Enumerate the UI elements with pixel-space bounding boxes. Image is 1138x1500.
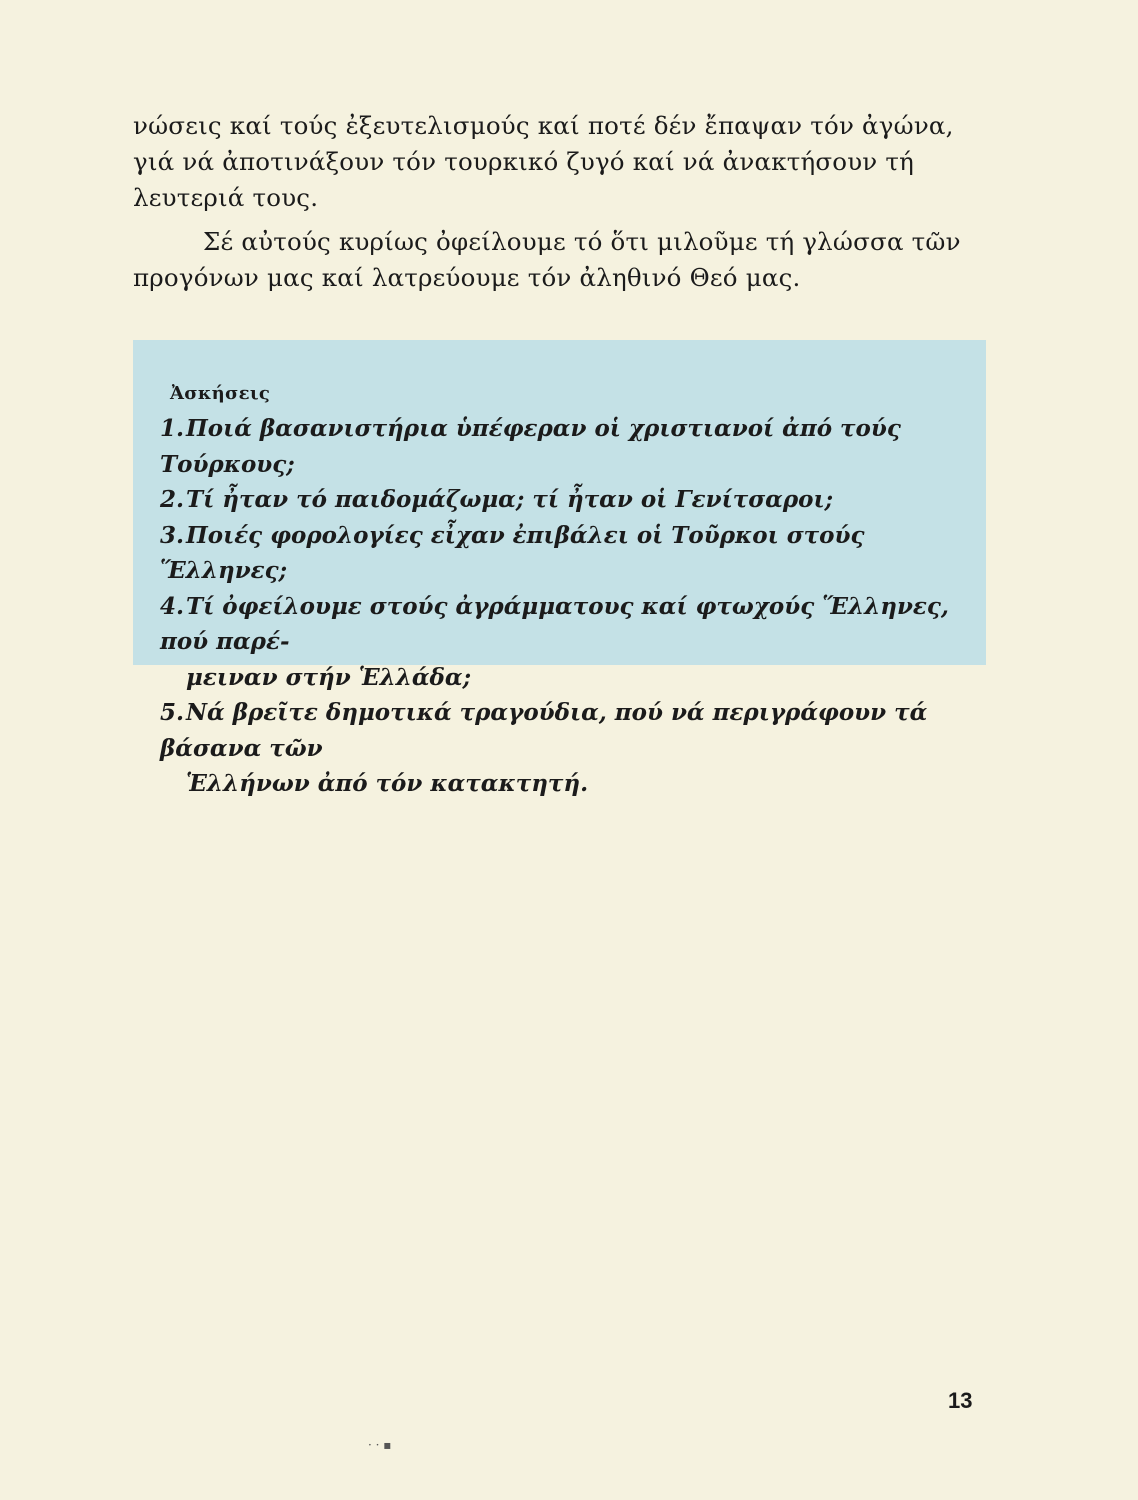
print-speck-marks: · · ▪: [368, 1438, 392, 1452]
exercise-item: [160, 482, 960, 518]
exercise-item: [160, 411, 960, 482]
exercise-text-continuation: Ἑλλήνων ἀπό τόν κατακτητή.: [186, 770, 589, 797]
exercise-number: 3.: [160, 521, 185, 549]
exercise-text: Ποιά βασανιστήρια ὑπέφεραν οἱ χριστιανοί ἀπό τούς Τούρκους;: [160, 415, 901, 478]
exercise-item: [160, 518, 960, 589]
exercise-number: 2.: [160, 486, 185, 513]
exercise-text: Τί ἦταν τό παιδομάζωμα; τί ἦταν οἱ Γενίτσαροι;: [186, 486, 834, 513]
exercise-item: [160, 695, 960, 802]
page-number: 13: [948, 1388, 973, 1413]
exercise-number: 1.: [160, 415, 185, 442]
exercise-text: Τί ὀφείλουμε στούς ἀγράμματους καί φτωχούς Ἕλληνες, πού παρέ-: [160, 592, 949, 655]
exercise-number: 5.: [160, 699, 185, 726]
exercise-text: Νά βρεῖτε δημοτικά τραγούδια, πού νά περιγράφουν τά βάσανα τῶν: [160, 699, 928, 762]
exercise-text: Ποιές φορολογίες εἶχαν ἐπιβάλει οἱ Τοῦρκοι στούς Ἕλληνες;: [160, 521, 865, 584]
exercise-number: 4.: [160, 592, 185, 620]
exercise-list: [160, 411, 960, 802]
intro-paragraph-2: Σέ αὐτούς κυρίως ὀφείλουμε τό ὅτι μιλοῦμε τή γλώσσα τῶν προγόνων μας καί λατρεύουμε τόν ἀληθινό Θεό μας.: [133, 227, 961, 292]
exercise-item: [160, 589, 960, 696]
exercises-heading: Ἀσκήσεις: [170, 383, 271, 404]
exercise-text-continuation: μειναν στήν Ἑλλάδα;: [186, 663, 472, 691]
intro-paragraph-1: νώσεις καί τούς ἐξευτελισμούς καί ποτέ δέν ἔπαψαν τόν ἀγώνα, γιά νά ἀποτινάξουν τόν τουρκικό ζυγό καί νά ἀνακτήσουν τή λευτεριά τους.: [133, 111, 954, 212]
intro-text: [133, 108, 983, 296]
